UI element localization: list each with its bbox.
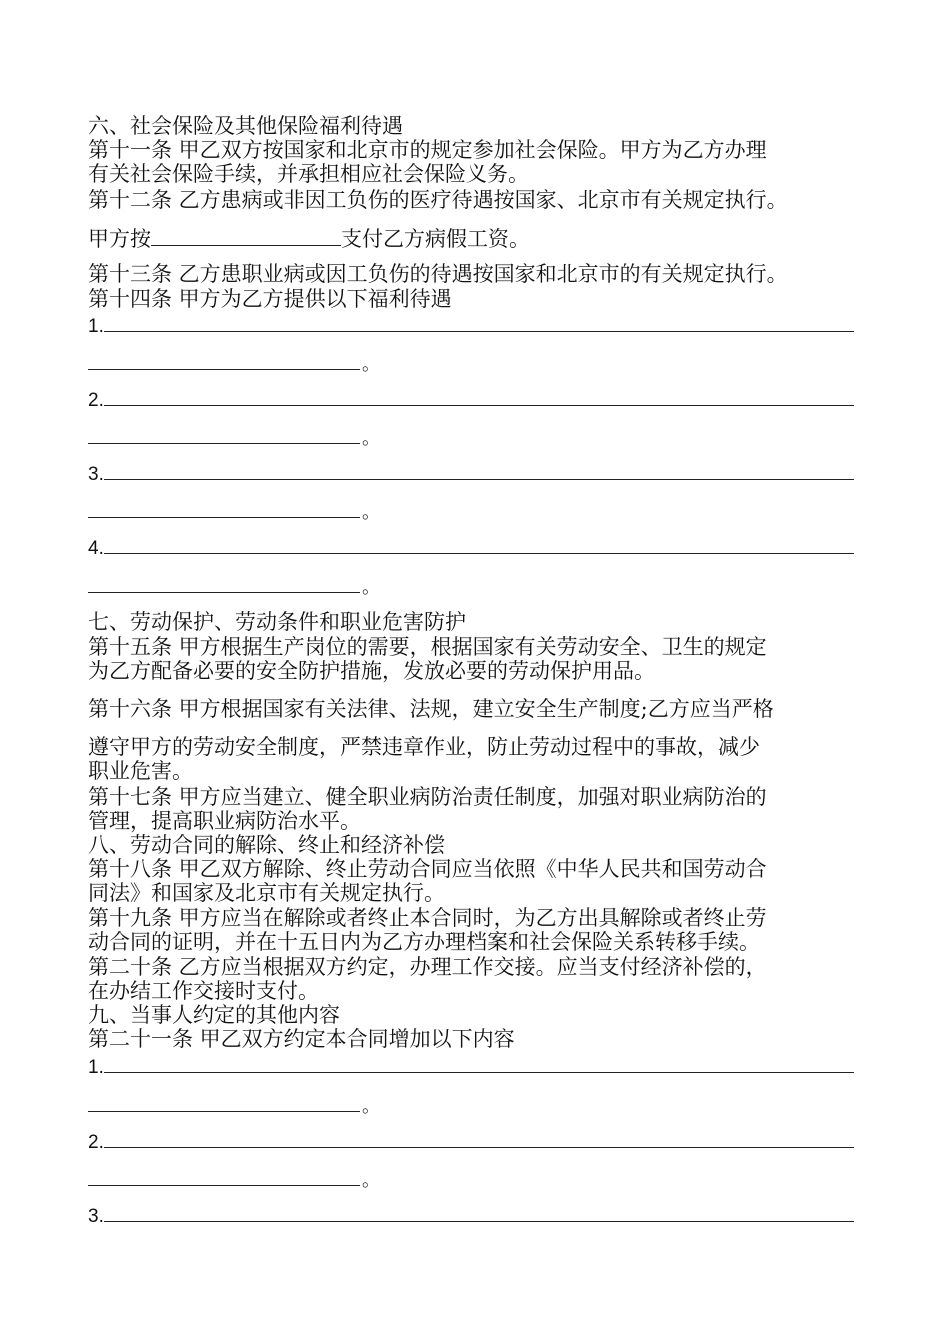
article12-line1: 第十二条 乙方患病或非因工负伤的医疗待遇按国家、北京市有关规定执行。 xyxy=(88,188,788,212)
section8-heading: 八、劳动合同的解除、终止和经济补偿 xyxy=(88,833,445,857)
extra-item-2-number: 2. xyxy=(88,1132,104,1153)
extra-item-2-blank[interactable] xyxy=(104,1128,854,1148)
extra-item-3-blank[interactable] xyxy=(104,1202,854,1222)
extra-item-1-number: 1. xyxy=(88,1057,104,1078)
welfare-item-4-blank[interactable] xyxy=(104,534,854,554)
welfare-item-1-number: 1. xyxy=(88,316,104,337)
article11-line2: 有关社会保险手续，并承担相应社会保险义务。 xyxy=(88,162,529,186)
welfare-item-2-blank[interactable] xyxy=(104,386,854,406)
article17-line1: 第十七条 甲方应当建立、健全职业病防治责任制度，加强对职业病防治的 xyxy=(88,785,767,809)
welfare-item-2-blank-cont[interactable] xyxy=(88,424,360,444)
article12-prefix: 甲方按 xyxy=(88,227,151,251)
article18-line1: 第十八条 甲乙双方解除、终止劳动合同应当依照《中华人民共和国劳动合 xyxy=(88,857,767,881)
section9-heading: 九、当事人约定的其他内容 xyxy=(88,1003,340,1027)
welfare-item-4-end: 。 xyxy=(362,577,380,598)
article12-suffix: 支付乙方病假工资。 xyxy=(341,227,530,251)
welfare-item-3-end: 。 xyxy=(362,502,380,523)
welfare-item-4-blank-cont[interactable] xyxy=(88,573,360,593)
article15-line1: 第十五条 甲方根据生产岗位的需要，根据国家有关劳动安全、卫生的规定 xyxy=(88,635,767,659)
welfare-item-3-blank-cont[interactable] xyxy=(88,498,360,518)
welfare-item-1-end: 。 xyxy=(362,354,380,375)
extra-item-2-blank-cont[interactable] xyxy=(88,1166,360,1186)
welfare-item-1 xyxy=(88,312,854,339)
article12-line2 xyxy=(88,226,530,251)
article18-line2: 同法》和国家及北京市有关规定执行。 xyxy=(88,881,445,905)
extra-item-2 xyxy=(88,1128,854,1155)
section7-heading: 七、劳动保护、劳动条件和职业危害防护 xyxy=(88,610,466,634)
extra-item-3-number: 3. xyxy=(88,1206,104,1227)
welfare-item-3 xyxy=(88,460,854,487)
article20-line1: 第二十条 乙方应当根据双方约定，办理工作交接。应当支付经济补偿的， xyxy=(88,955,767,979)
extra-item-2-end: 。 xyxy=(362,1170,380,1191)
welfare-item-1-blank-cont[interactable] xyxy=(88,350,360,370)
article11-line1: 第十一条 甲乙双方按国家和北京市的规定参加社会保险。甲方为乙方办理 xyxy=(88,138,767,162)
welfare-item-1-blank[interactable] xyxy=(104,312,854,332)
welfare-item-4-number: 4. xyxy=(88,538,104,559)
welfare-item-3-number: 3. xyxy=(88,464,104,485)
welfare-item-3-blank[interactable] xyxy=(104,460,854,480)
article19-line2: 动合同的证明，并在十五日内为乙方办理档案和社会保险关系转移手续。 xyxy=(88,930,760,954)
extra-item-1 xyxy=(88,1053,854,1080)
article16-line1: 第十六条 甲方根据国家有关法律、法规，建立安全生产制度;乙方应当严格 xyxy=(88,697,774,721)
welfare-item-4 xyxy=(88,534,854,561)
article15-line2: 为乙方配备必要的安全防护措施，发放必要的劳动保护用品。 xyxy=(88,659,655,683)
article19-line1: 第十九条 甲方应当在解除或者终止本合同时，为乙方出具解除或者终止劳 xyxy=(88,906,767,930)
article17-line2: 管理，提高职业病防治水平。 xyxy=(88,809,361,833)
welfare-item-3-continued xyxy=(88,498,380,525)
extra-item-1-continued xyxy=(88,1092,380,1119)
extra-item-1-blank[interactable] xyxy=(104,1053,854,1073)
welfare-item-4-continued xyxy=(88,573,380,600)
extra-item-2-continued xyxy=(88,1166,380,1193)
welfare-item-2-number: 2. xyxy=(88,390,104,411)
welfare-item-2-end: 。 xyxy=(362,428,380,449)
welfare-item-2 xyxy=(88,386,854,413)
extra-item-3 xyxy=(88,1202,854,1229)
article13: 第十三条 乙方患职业病或因工负伤的待遇按国家和北京市的有关规定执行。 xyxy=(88,262,788,286)
article21: 第二十一条 甲乙双方约定本合同增加以下内容 xyxy=(88,1027,515,1051)
article14: 第十四条 甲方为乙方提供以下福利待遇 xyxy=(88,287,452,311)
welfare-item-2-continued xyxy=(88,424,380,451)
article16-line3: 职业危害。 xyxy=(88,759,193,783)
welfare-item-1-continued xyxy=(88,350,380,377)
extra-item-1-blank-cont[interactable] xyxy=(88,1092,360,1112)
section6-heading: 六、社会保险及其他保险福利待遇 xyxy=(88,114,403,138)
article20-line2: 在办结工作交接时支付。 xyxy=(88,979,319,1003)
extra-item-1-end: 。 xyxy=(362,1096,380,1117)
sick-pay-blank[interactable] xyxy=(151,226,341,246)
article16-line2: 遵守甲方的劳动安全制度，严禁违章作业，防止劳动过程中的事故，减少 xyxy=(88,735,760,759)
